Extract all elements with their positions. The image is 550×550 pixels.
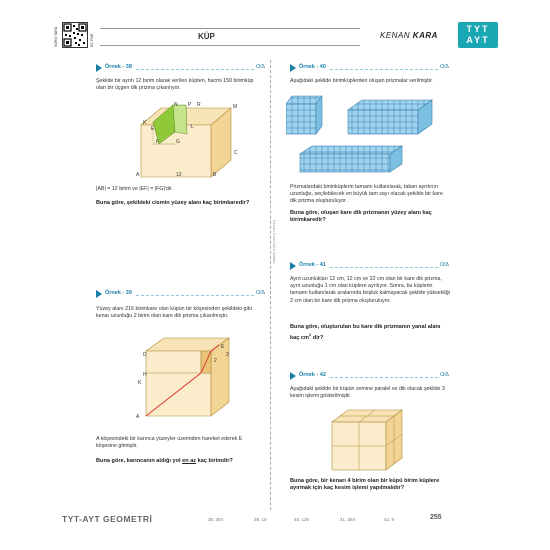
page-number: 255 bbox=[430, 514, 442, 521]
example-42-question: Buna göre, bir kenarı 4 birim olan bir küpü birim küplere ayırmak için kaç kesim işlemi yapılmalıdır? bbox=[290, 478, 440, 492]
pen-icon: O⁄Δ bbox=[440, 64, 449, 70]
example-38-header bbox=[96, 64, 266, 74]
qr-code-icon bbox=[63, 23, 87, 47]
pen-icon: O⁄Δ bbox=[256, 290, 265, 296]
label-two-1: 2 bbox=[214, 358, 217, 364]
example-38-label: Örnek - 38 bbox=[105, 64, 132, 70]
example-42-header bbox=[290, 372, 452, 382]
pen-icon: O⁄Δ bbox=[440, 372, 449, 378]
brand-badge bbox=[458, 22, 498, 48]
example-38-figure bbox=[131, 100, 241, 180]
label-k: K bbox=[143, 120, 147, 126]
play-icon bbox=[96, 290, 102, 298]
brand-name bbox=[380, 31, 438, 40]
answer-42: 42. 9 bbox=[384, 517, 395, 522]
label-f: F bbox=[156, 139, 160, 145]
example-40-text-2: Prizmalardaki birimküplerin tamamı kullanılarak, taban ayrıtının uzunluğu, seçilebilecek en büyük tam sayı olacak şekilde bir kare dik prizma oluşturuluyor. bbox=[290, 184, 443, 205]
pen-icon: O⁄Δ bbox=[256, 64, 265, 70]
label-k2: K bbox=[138, 380, 142, 386]
question-superscript: 2 bbox=[308, 332, 312, 338]
example-39-figure bbox=[131, 336, 241, 426]
qr-side-label: SORU TARA bbox=[54, 26, 58, 47]
play-icon bbox=[96, 64, 102, 72]
header-dashed-line bbox=[136, 295, 254, 296]
brand-prefix: KENAN bbox=[380, 31, 411, 40]
qr-side-code: KC FIVE bbox=[90, 33, 94, 47]
column-divider bbox=[270, 60, 271, 510]
page-header bbox=[54, 22, 502, 48]
question-part-b: kaç birimdir? bbox=[196, 458, 233, 464]
example-40-figure bbox=[286, 92, 456, 180]
brand-suffix: KARA bbox=[412, 31, 438, 40]
label-m: M bbox=[233, 104, 238, 110]
example-41-header bbox=[290, 262, 452, 272]
question-underlined: en az bbox=[182, 458, 197, 464]
example-38-text: Şekilde bir ayrıtı 12 birim olarak verilen küpten, hacmi 150 birimküp olan bir üçgen dik prizma çıkarılıyor. bbox=[96, 78, 254, 92]
label-g: G bbox=[176, 139, 180, 145]
example-39-text: Yüzey alanı 216 birimkare olan küpün bir köşesinden şekildeki gibi kenar uzunluğu 2 birim olan kare dik prizma çıkarılmıştır. bbox=[96, 306, 252, 320]
example-41-question bbox=[290, 324, 450, 343]
answer-39: 39. 10 bbox=[254, 517, 267, 522]
example-39-header bbox=[96, 290, 266, 300]
label-b: B bbox=[213, 172, 217, 178]
footer-title: TYT-AYT GEOMETRİ bbox=[62, 514, 153, 524]
label-p: P bbox=[188, 102, 192, 108]
question-part-a: Buna göre, oluşturulan bu kare dik prizmanın yanal alanı kaç cm bbox=[290, 324, 441, 342]
badge-line-2: AYT bbox=[466, 35, 490, 45]
example-41-text: Ayrıt uzunlukları 12 cm, 12 cm ve 32 cm olan bir kare dik prizma, ayrıt uzunluğu 1 cm olan küplere ayrılıyor. Sonra, bu küplerin tamamı kullanılarak aralarında boşluk kalmayacak şekilde yüksekliği 2 cm olan bir kare dik prizma oluşturuluyor. bbox=[290, 276, 450, 304]
example-39-text-2: A köşesindeki bir karınca yüzeyler üzerinden hareket ederek E köşesine gitmiştir. bbox=[96, 436, 243, 450]
example-38-question: Buna göre, şekildeki cismin yüzey alanı kaç birimkaredir? bbox=[96, 200, 250, 206]
header-dashed-line bbox=[330, 267, 438, 268]
question-part-b: dir? bbox=[311, 335, 324, 342]
topic-title: KÜP bbox=[198, 32, 215, 41]
label-d: D bbox=[143, 352, 147, 358]
example-39-label: Örnek - 39 bbox=[105, 290, 132, 296]
label-two-2: 2 bbox=[226, 352, 229, 358]
topic-bar bbox=[100, 28, 360, 46]
label-e2: E bbox=[221, 344, 225, 350]
pen-icon: O⁄Δ bbox=[440, 262, 449, 268]
example-40-label: Örnek - 40 bbox=[299, 64, 326, 70]
label-l: L bbox=[191, 124, 194, 130]
label-a2: A bbox=[136, 414, 140, 420]
example-39-question bbox=[96, 458, 261, 465]
qr-code[interactable] bbox=[62, 22, 88, 48]
example-42-label: Örnek - 42 bbox=[299, 372, 326, 378]
answer-40: 40. 126 bbox=[294, 517, 310, 522]
label-e: E bbox=[151, 126, 155, 132]
label-a: A bbox=[136, 172, 140, 178]
answer-38: 38. 304 bbox=[208, 517, 224, 522]
vertical-side-text: Kenan Kara Ders Notları bbox=[272, 220, 277, 264]
example-40-question: Buna göre, oluşan kare dik prizmanın yüzey alanı kaç birimkaredir? bbox=[290, 210, 432, 224]
badge-line-1: TYT bbox=[466, 24, 490, 34]
play-icon bbox=[290, 64, 296, 72]
answer-41: 41. 384 bbox=[340, 517, 356, 522]
play-icon bbox=[290, 372, 296, 380]
label-n: N bbox=[174, 102, 178, 108]
example-40-header bbox=[290, 64, 452, 74]
page-footer bbox=[62, 514, 462, 528]
label-length: 12 bbox=[176, 172, 182, 178]
header-dashed-line bbox=[330, 377, 438, 378]
example-41-label: Örnek - 41 bbox=[299, 262, 326, 268]
example-40-text: Aşağıdaki şekilde birimküplerden oluşan prizmalar verilmiştir. bbox=[290, 78, 433, 84]
example-42-text: Aşağıdaki şekilde bir küpün zemine paralel ve dik olacak şekilde 3 kesim işlemi gösterilmiştir. bbox=[290, 386, 445, 400]
example-42-figure bbox=[328, 408, 410, 472]
label-h: H bbox=[143, 372, 147, 378]
play-icon bbox=[290, 262, 296, 270]
example-38-given: |AB| = 12 birim ve |EF| = |FG|'dir. bbox=[96, 186, 173, 192]
question-part-a: Buna göre, karıncanın aldığı yol bbox=[96, 458, 183, 464]
label-r: R bbox=[197, 102, 201, 108]
header-dashed-line bbox=[136, 69, 254, 70]
header-dashed-line bbox=[330, 69, 438, 70]
label-c: C bbox=[234, 150, 238, 156]
